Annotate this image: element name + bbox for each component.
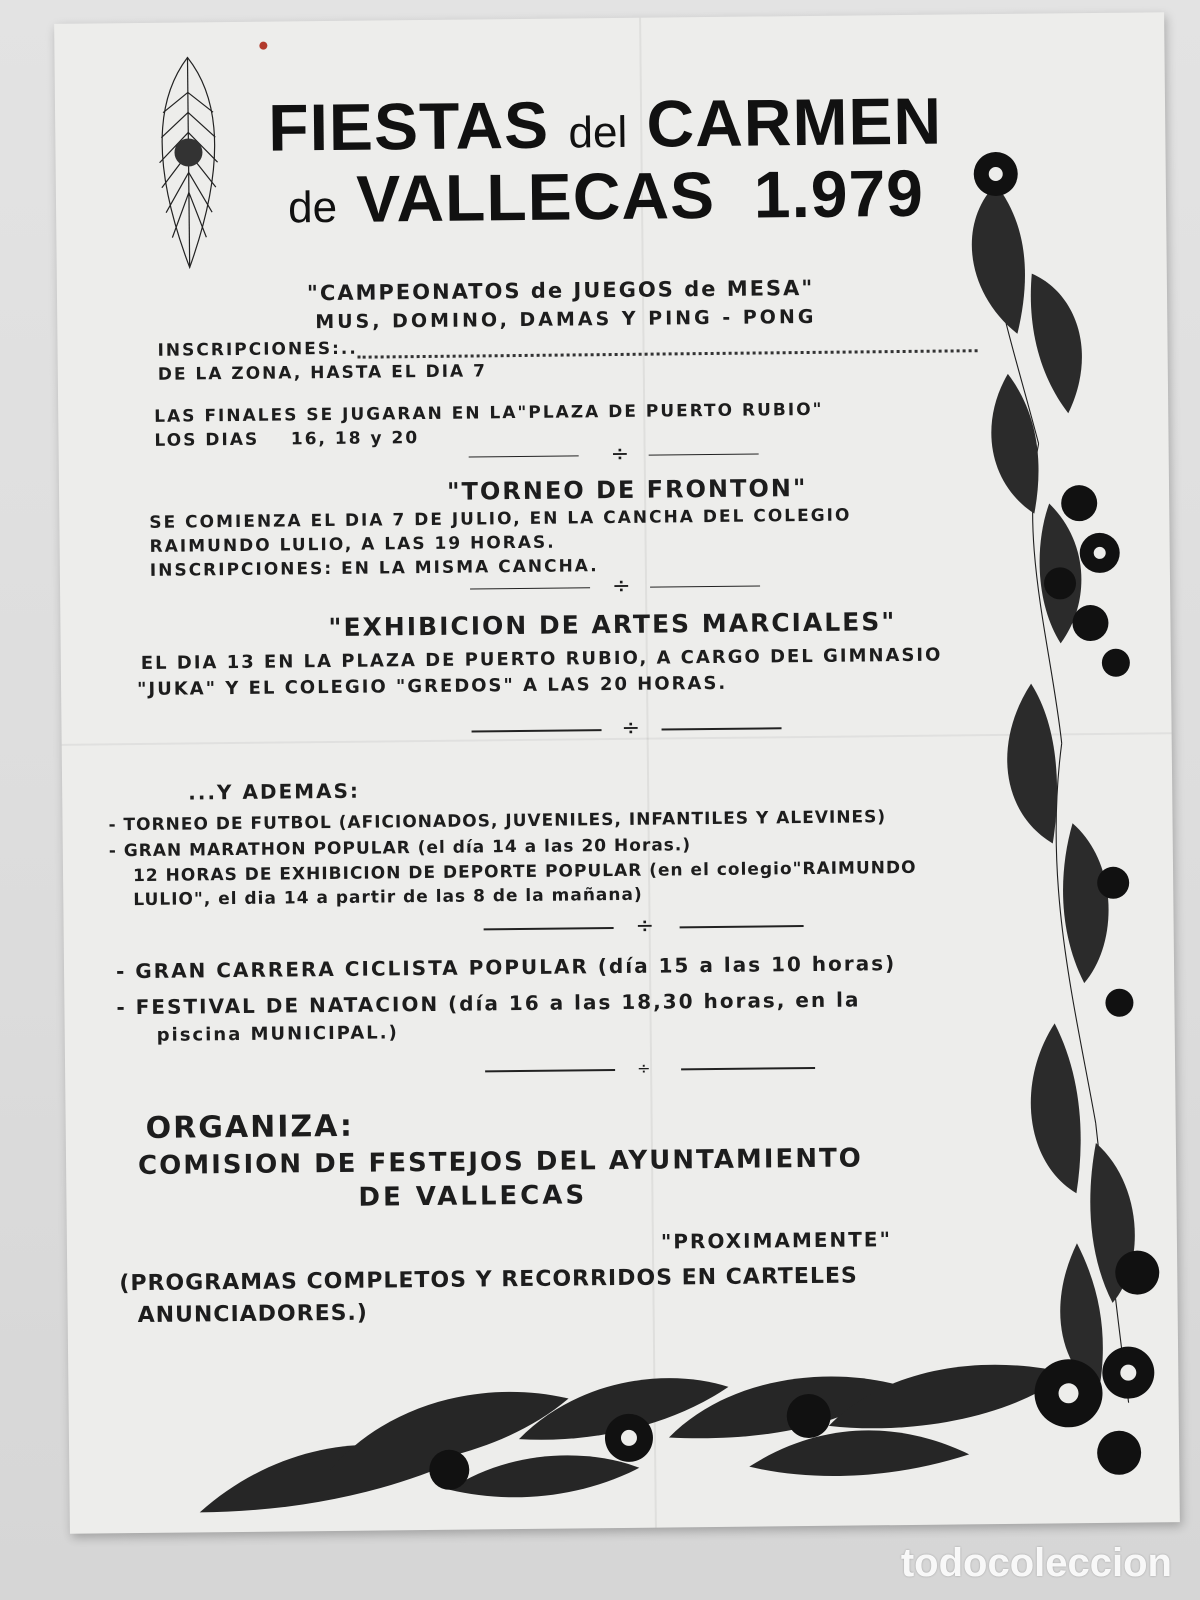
sec2-line1: SE COMIENZA EL DIA 7 DE JULIO, EN LA CANCHA DEL COLEGIO (149, 505, 852, 533)
item-ciclista: - GRAN CARRERA CICLISTA POPULAR (día 15 a las 10 horas) (115, 951, 897, 984)
comision-line1: COMISION DE FESTEJOS DEL AYUNTAMIENTO (137, 1143, 863, 1182)
item-futbol: - TORNEO DE FUTBOL (AFICIONADOS, JUVENILES, INFANTILES Y ALEVINES) (108, 807, 887, 836)
organiza-heading: ORGANIZA: (145, 1108, 355, 1146)
dotted-line (358, 349, 978, 358)
red-stain (259, 42, 267, 50)
fold-crease-vertical (639, 18, 657, 1528)
sec1-zona: DE LA ZONA, HASTA EL DIA 7 (157, 361, 487, 385)
item-marathon-3: LULIO", el dia 14 a partir de las 8 de la mañana) (133, 884, 643, 911)
watermark-brand: todocoleccion (900, 1541, 1172, 1585)
section-divider: ÷ (484, 916, 814, 939)
sec3-title: "EXHIBICION DE ARTES MARCIALES" (328, 607, 897, 643)
sec2-title: "TORNEO DE FRONTON" (446, 473, 808, 506)
sec1-inscripciones: INSCRIPCIONES:.. (157, 338, 358, 361)
section-divider: ÷ (485, 1058, 815, 1081)
poster-title-line1: FIESTAS del CARMEN (267, 83, 943, 165)
sec1-finales: LAS FINALES SE JUGARAN EN LA"PLAZA DE PUERTO RUBIO" (154, 399, 824, 427)
sec1-dias: LOS DIAS 16, 18 y 20 (154, 428, 420, 451)
sec2-line3: INSCRIPCIONES: EN LA MISMA CANCHA. (149, 556, 599, 581)
sec2-line2: RAIMUNDO LULIO, A LAS 19 HORAS. (149, 532, 556, 557)
item-natacion-2: piscina MUNICIPAL.) (156, 1022, 399, 1046)
programas-line1: (PROGRAMAS COMPLETOS Y RECORRIDOS EN CARTELES (119, 1263, 858, 1297)
section-divider: ÷ (469, 444, 769, 467)
sec3-line2: "JUKA" Y EL COLEGIO "GREDOS" A LAS 20 HORAS. (136, 672, 728, 701)
ademas-heading: ...Y ADEMAS: (188, 778, 361, 805)
proximamente: "PROXIMAMENTE" (660, 1227, 893, 1254)
comision-line2: DE VALLECAS (358, 1180, 588, 1213)
programas-line2: ANUNCIADORES.) (137, 1300, 369, 1329)
section-divider: ÷ (471, 718, 791, 741)
poster-title-line2: de VALLECAS 1.979 (287, 155, 925, 236)
sec3-line1: EL DIA 13 EN LA PLAZA DE PUERTO RUBIO, A CARGO DEL GIMNASIO (140, 644, 943, 674)
floral-border-bottom (188, 1312, 1150, 1522)
item-marathon: - GRAN MARATHON POPULAR (el día 14 a las 20 Horas.) (108, 835, 692, 862)
sec1-games: MUS, DOMINO, DAMAS Y PING - PONG (315, 305, 817, 334)
sec1-title: "CAMPEONATOS de JUEGOS de MESA" (306, 275, 815, 306)
item-natacion: - FESTIVAL DE NATACION (día 16 a las 18,30 horas, en la (116, 987, 861, 1020)
item-marathon-2: 12 HORAS DE EXHIBICION DE DEPORTE POPULAR (en el colegio"RAIMUNDO (132, 857, 917, 887)
section-divider: ÷ (470, 576, 770, 599)
poster-sheet (54, 12, 1180, 1534)
floral-border (935, 122, 1180, 1514)
